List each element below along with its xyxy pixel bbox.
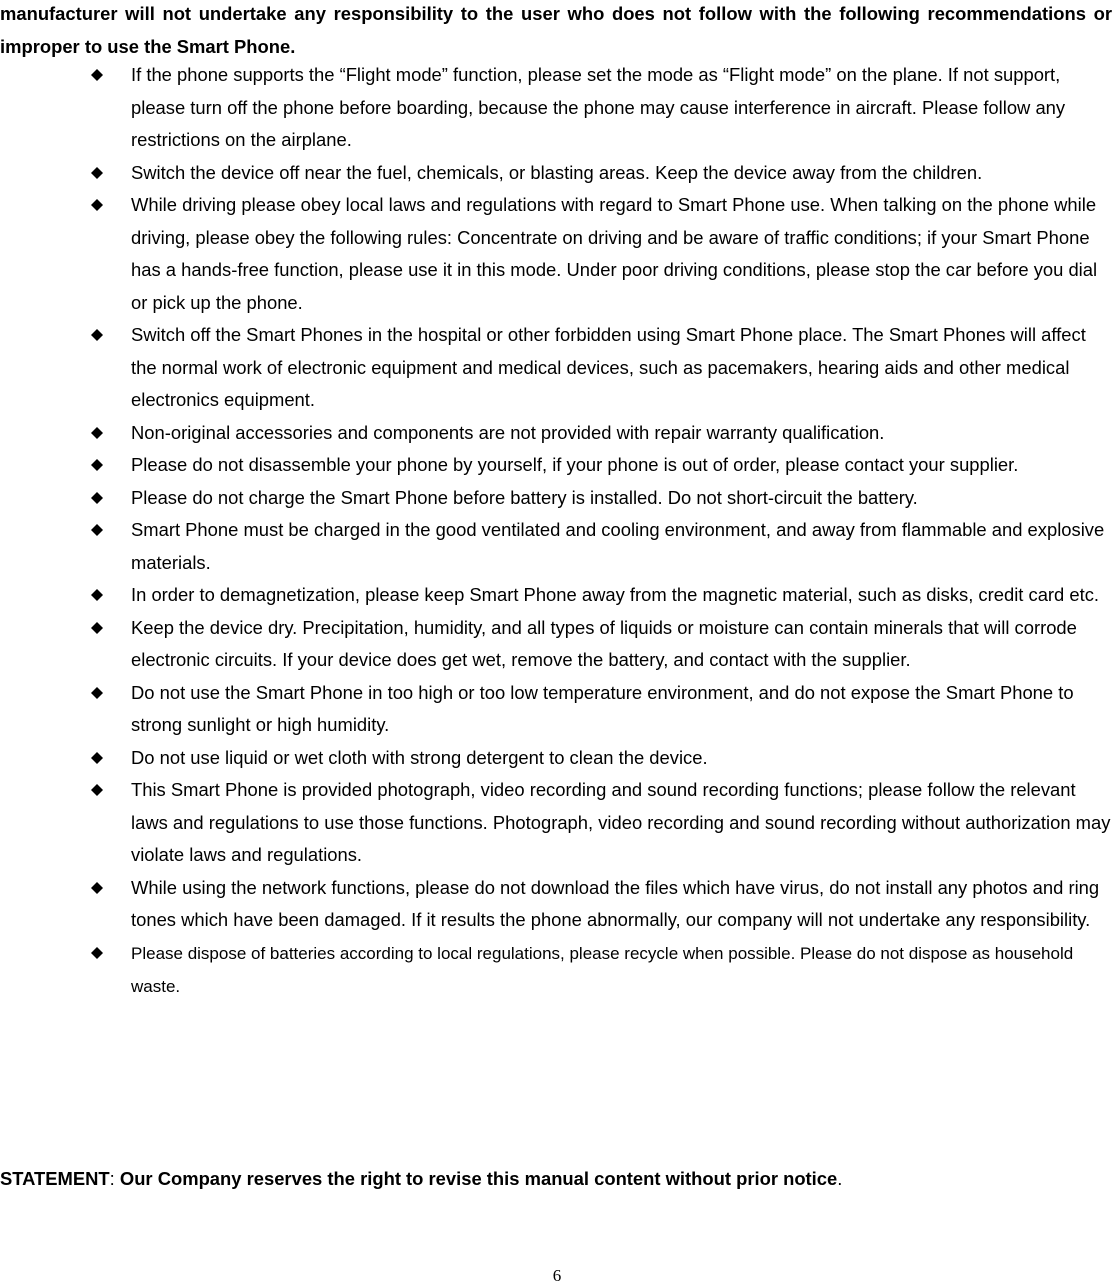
list-item-text: Please do not charge the Smart Phone before battery is installed. Do not short-circuit the battery.: [131, 486, 918, 508]
statement-label: STATEMENT: [0, 1168, 110, 1189]
list-item-text: Non-original accessories and components are not provided with repair warranty qualification.: [131, 421, 885, 443]
list-item: [0, 189, 1114, 319]
statement: [0, 1163, 842, 1195]
diamond-icon: [91, 459, 103, 471]
diamond-icon: [91, 427, 103, 439]
list-item-text: Keep the device dry. Precipitation, humidity, and all types of liquids or moisture can contain minerals that will corrode electronic circuits. If your device does get wet, remove the battery, and contact with the supplier.: [131, 616, 1077, 670]
list-item: [0, 59, 1114, 157]
diamond-icon: [91, 752, 103, 764]
list-item: [0, 742, 1114, 775]
list-item: [0, 449, 1114, 482]
statement-body: Our Company reserves the right to revise this manual content without prior notice: [119, 1168, 838, 1189]
diamond-icon: [91, 69, 103, 81]
list-item: [0, 872, 1114, 937]
list-item-text: Do not use liquid or wet cloth with strong detergent to clean the device.: [131, 746, 708, 768]
diamond-icon: [91, 167, 103, 179]
recommendations-list: [0, 59, 1114, 1003]
diamond-icon: [91, 622, 103, 634]
diamond-icon: [91, 882, 103, 894]
diamond-icon: [91, 199, 103, 211]
diamond-icon: [91, 329, 103, 341]
list-item-text: Please do not disassemble your phone by yourself, if your phone is out of order, please contact your supplier.: [131, 454, 1019, 475]
list-item-text: This Smart Phone is provided photograph, video recording and sound recording functions; please follow the relevant laws and regulations to use those functions. Photograph, video recording and sound recording without authorization may violate laws and regulations.: [131, 779, 1111, 865]
list-item-text: Switch off the Smart Phones in the hospital or other forbidden using Smart Phone place. The Smart Phones will affect the normal work of electronic equipment and medical devices, such as pacemakers, hearing aids and other medical electronics equipment.: [131, 324, 1086, 410]
list-item: [0, 579, 1114, 612]
list-item-text: Switch the device off near the fuel, chemicals, or blasting areas. Keep the device away from the children.: [131, 161, 983, 183]
diamond-icon: [91, 589, 103, 601]
statement-separator: :: [109, 1168, 120, 1189]
diamond-icon: [91, 687, 103, 699]
list-item-text: While driving please obey local laws and regulations with regard to Smart Phone use. When talking on the phone while driving, please obey the following rules: Concentrate on driving and be aware of traffic conditions; if your Smart Phone has a hands-free function, please use it in this mode. Under poor driving conditions, please stop the car before you dial or pick up the phone.: [131, 194, 1098, 313]
list-item-text: Please dispose of batteries according to local regulations, please recycle when possible. Please do not dispose as household waste.: [131, 943, 1074, 996]
diamond-icon: [91, 524, 103, 536]
page-number: 6: [552, 1266, 562, 1285]
diamond-icon: [91, 492, 103, 504]
statement-end: .: [837, 1168, 843, 1189]
list-item: [0, 612, 1114, 677]
intro-paragraph: manufacturer will not undertake any responsibility to the user who does not follow with the following recommendations or improper to use the Smart Phone.: [0, 3, 1112, 57]
list-item: [0, 417, 1114, 450]
list-item-text: Smart Phone must be charged in the good ventilated and cooling environment, and away from flammable and explosive materials.: [131, 519, 1105, 573]
list-item: [0, 774, 1114, 872]
list-item: [0, 157, 1114, 190]
diamond-icon: [91, 947, 103, 959]
list-item-text: While using the network functions, please do not download the files which have virus, do not install any photos and ring tones which have been damaged. If it results the phone abnormally, our company will not undertake any responsibility.: [131, 876, 1100, 930]
list-item-text: Do not use the Smart Phone in too high or too low temperature environment, and do not expose the Smart Phone to strong sunlight or high humidity.: [131, 681, 1074, 735]
list-item: [0, 677, 1114, 742]
list-item: [0, 482, 1114, 515]
list-item-text: In order to demagnetization, please keep Smart Phone away from the magnetic material, such as disks, credit card etc.: [131, 584, 1100, 605]
list-item-text: If the phone supports the “Flight mode” function, please set the mode as “Flight mode” on the plane. If not support, please turn off the phone before boarding, because the phone may cause interference in aircraft. Please follow any restrictions on the airplane.: [131, 64, 1066, 150]
list-item: [0, 319, 1114, 417]
list-item: [0, 937, 1114, 1003]
list-item: [0, 514, 1114, 579]
diamond-icon: [91, 784, 103, 796]
